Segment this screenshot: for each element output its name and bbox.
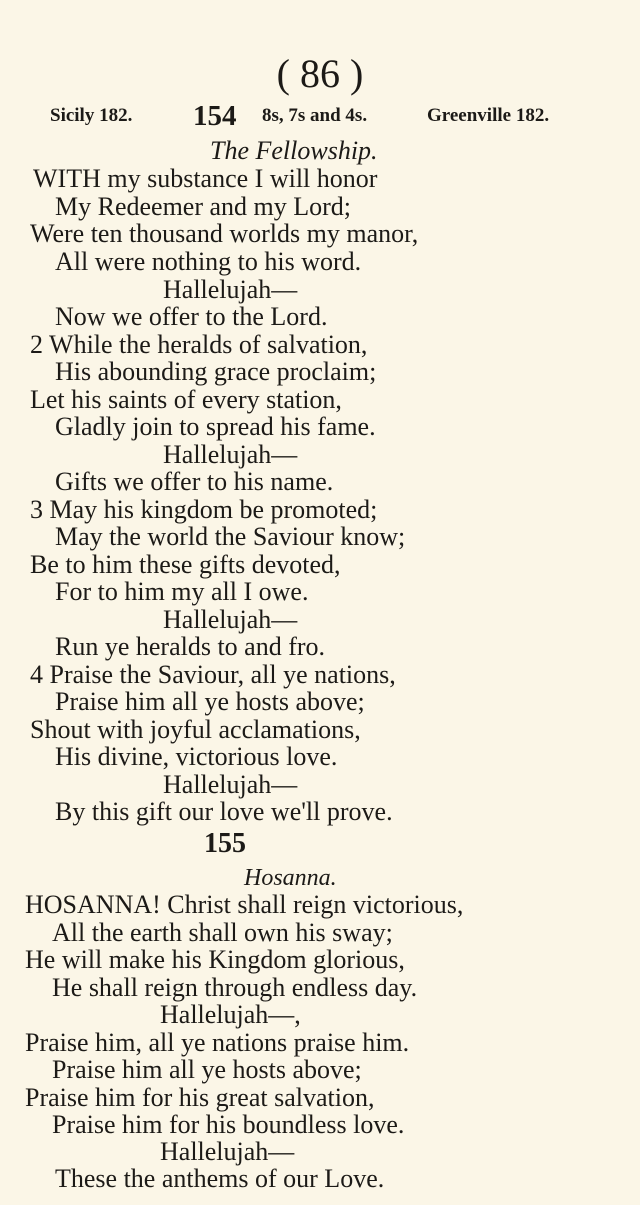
refrain-line: Hallelujah— bbox=[163, 275, 298, 304]
hymn-meter: 8s, 7s and 4s. bbox=[262, 105, 368, 126]
verse-line: My Redeemer and my Lord; bbox=[55, 192, 352, 221]
verse-line: By this gift our love we'll prove. bbox=[55, 797, 393, 826]
verse-line: He will make his Kingdom glorious, bbox=[25, 945, 405, 974]
verse-line: Gifts we offer to his name. bbox=[55, 467, 334, 496]
verse-line: These the anthems of our Love. bbox=[55, 1164, 385, 1193]
tune-name-left: Sicily 182. bbox=[50, 105, 133, 126]
verse-line: 3 May his kingdom be promoted; bbox=[30, 495, 378, 524]
verse-line: Be to him these gifts devoted, bbox=[30, 550, 341, 579]
page-number: ( 86 ) bbox=[276, 51, 364, 96]
hymn-title: The Fellowship. bbox=[210, 136, 378, 165]
refrain-line: Hallelujah— bbox=[163, 440, 298, 469]
verse-line: May the world the Saviour know; bbox=[55, 522, 406, 551]
verse-line: Were ten thousand worlds my manor, bbox=[30, 219, 419, 248]
verse-line: WITH my substance I will honor bbox=[33, 164, 378, 193]
verse-line: His abounding grace proclaim; bbox=[55, 357, 377, 386]
verse-line: All were nothing to his word. bbox=[55, 247, 362, 276]
verse-line: HOSANNA! Christ shall reign victorious, bbox=[25, 890, 464, 919]
hymn-title: Hosanna. bbox=[244, 865, 337, 891]
verse-line: For to him my all I owe. bbox=[55, 577, 309, 606]
verse-line: All the earth shall own his sway; bbox=[52, 918, 393, 947]
tune-name-right: Greenville 182. bbox=[427, 105, 550, 126]
refrain-line: Hallelujah—, bbox=[160, 1000, 301, 1029]
verse-line: Gladly join to spread his fame. bbox=[55, 412, 376, 441]
verse-line: 4 Praise the Saviour, all ye nations, bbox=[30, 660, 396, 689]
verse-line: Shout with joyful acclamations, bbox=[30, 715, 361, 744]
verse-line: Praise him, all ye nations praise him. bbox=[25, 1028, 410, 1057]
verse-line: His divine, victorious love. bbox=[55, 742, 338, 771]
verse-line: 2 While the heralds of salvation, bbox=[30, 330, 368, 359]
verse-line: Let his saints of every station, bbox=[30, 385, 342, 414]
verse-line: Praise him all ye hosts above; bbox=[52, 1055, 362, 1084]
refrain-line: Hallelujah— bbox=[160, 1137, 295, 1166]
verse-line: Praise him for his great salvation, bbox=[25, 1083, 375, 1112]
verse-line: Praise him all ye hosts above; bbox=[55, 687, 365, 716]
refrain-line: Hallelujah— bbox=[163, 770, 298, 799]
verse-line: Run ye heralds to and fro. bbox=[55, 632, 326, 661]
refrain-line: Hallelujah— bbox=[163, 605, 298, 634]
hymn-number: 154 bbox=[193, 100, 237, 132]
verse-line: He shall reign through endless day. bbox=[52, 973, 418, 1002]
verse-line: Now we offer to the Lord. bbox=[55, 302, 328, 331]
verse-line: Praise him for his boundless love. bbox=[52, 1110, 405, 1139]
hymn-number: 155 bbox=[204, 828, 246, 859]
